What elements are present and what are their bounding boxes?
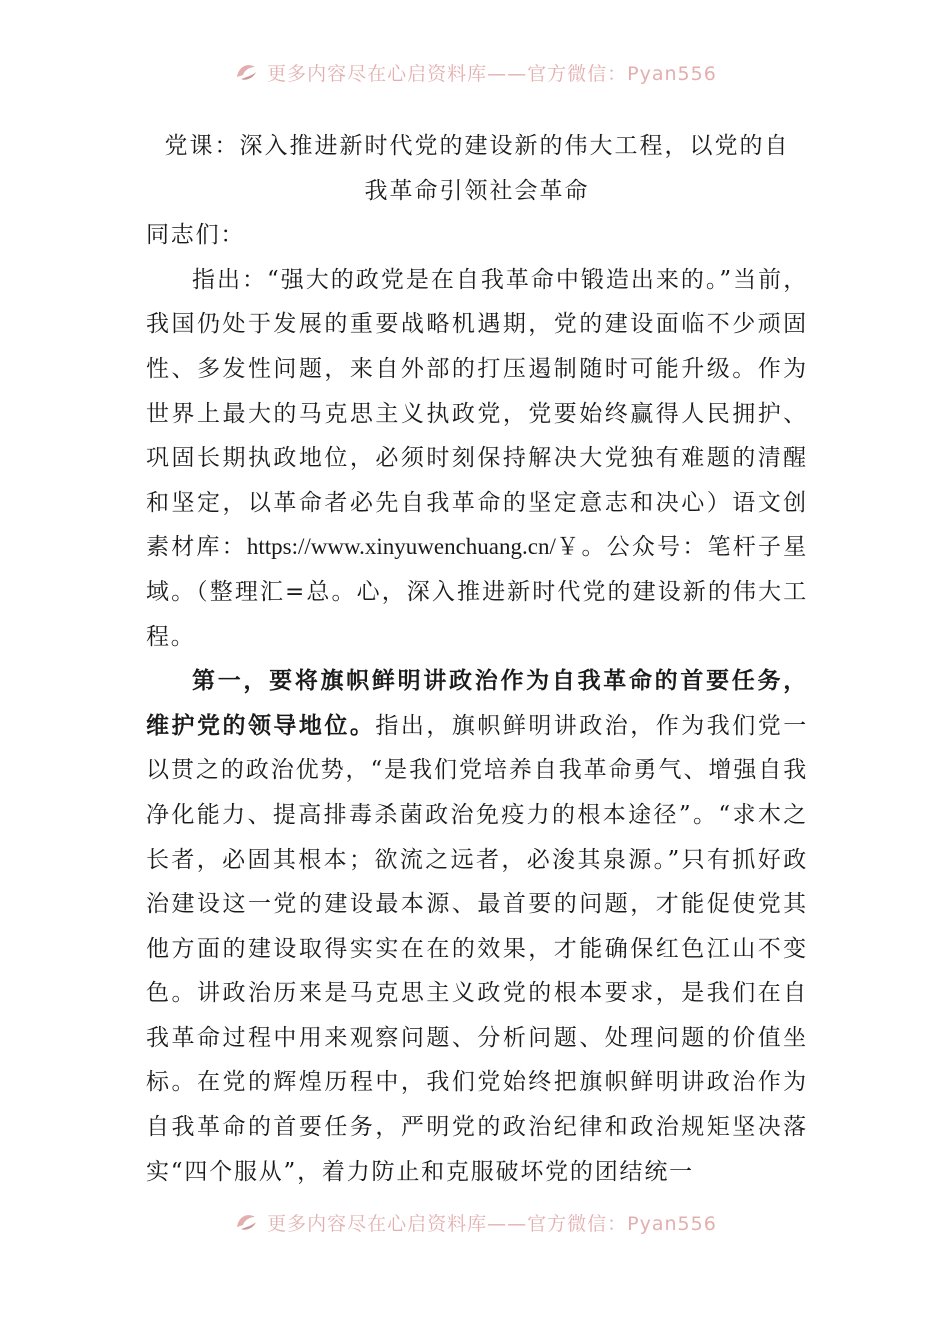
paragraph-first-point — [146, 659, 808, 1194]
title-line-2: 我革命引领社会革命 — [364, 177, 590, 204]
paragraph-intro-text: 指出：“强大的政党是在自我革命中锻造出来的。”当前，我国仍处于发展的重要战略机遇期，党的建设面临不少顽固性、多发性问题，来自外部的打压遏制随时可能升级。作为世界上最大的马克思主义执政党，党要始终赢得人民拥护、巩固长期执政地位，必须时刻保持解决大党独有难题的清醒和坚定，以革命者必先自我革命的坚定意志和决心）语文创素材库： — [146, 266, 808, 561]
paragraph-first-point-body: 指出，旗帜鲜明讲政治，作为我们党一以贯之的政治优势，“是我们党培养自我革命勇气、增强自我净化能力、提高排毒杀菌政治免疫力的根本途径”。“求木之长者，必固其根本；欲流之远者，必浚其泉源。”只有抓好政治建设这一党的建设最本源、最首要的问题，才能促使党其他方面的建设取得实实在在的效果，才能确保红色江山不变色。讲政治历来是马克思主义政党的根本要求，是我们在自我革命过程中用来观察问题、分析问题、处理问题的价值坐标。在党的辉煌历程中，我们党始终把旗帜鲜明讲政治作为自我革命的首要任务，严明党的政治纪律和政治规矩坚决落实“四个服从”，着力防止和克服破坏党的团结统一 — [146, 712, 808, 1185]
watermark-logo-icon — [233, 59, 259, 85]
watermark-footer — [0, 1202, 950, 1242]
paragraph-intro-url: https://www.xinyuwenchuang.cn/ — [246, 534, 556, 560]
watermark-text: 更多内容尽在心启资料库——官方微信：Pyan556 — [267, 62, 717, 85]
paragraph-first-point-heading: 第一，要将旗帜鲜明讲政治作为自我革命的首要任务，维护党的领导地位。 — [146, 668, 808, 739]
watermark-text: 更多内容尽在心启资料库——官方微信：Pyan556 — [267, 1212, 717, 1235]
document-body — [146, 124, 808, 1194]
salutation: 同志们： — [146, 222, 246, 249]
watermark-logo-icon — [233, 1209, 259, 1235]
watermark-header — [0, 52, 950, 92]
title-line-1: 党课：深入推进新时代党的建设新的伟大工程，以党的自 — [164, 133, 790, 159]
document-title — [146, 124, 808, 213]
paragraph-intro — [146, 258, 808, 659]
paragraph-intro-tail: ￥。公众号：笔杆子星域。（整理汇=总。心，深入推进新时代党的建设新的伟大工程。 — [146, 534, 809, 650]
